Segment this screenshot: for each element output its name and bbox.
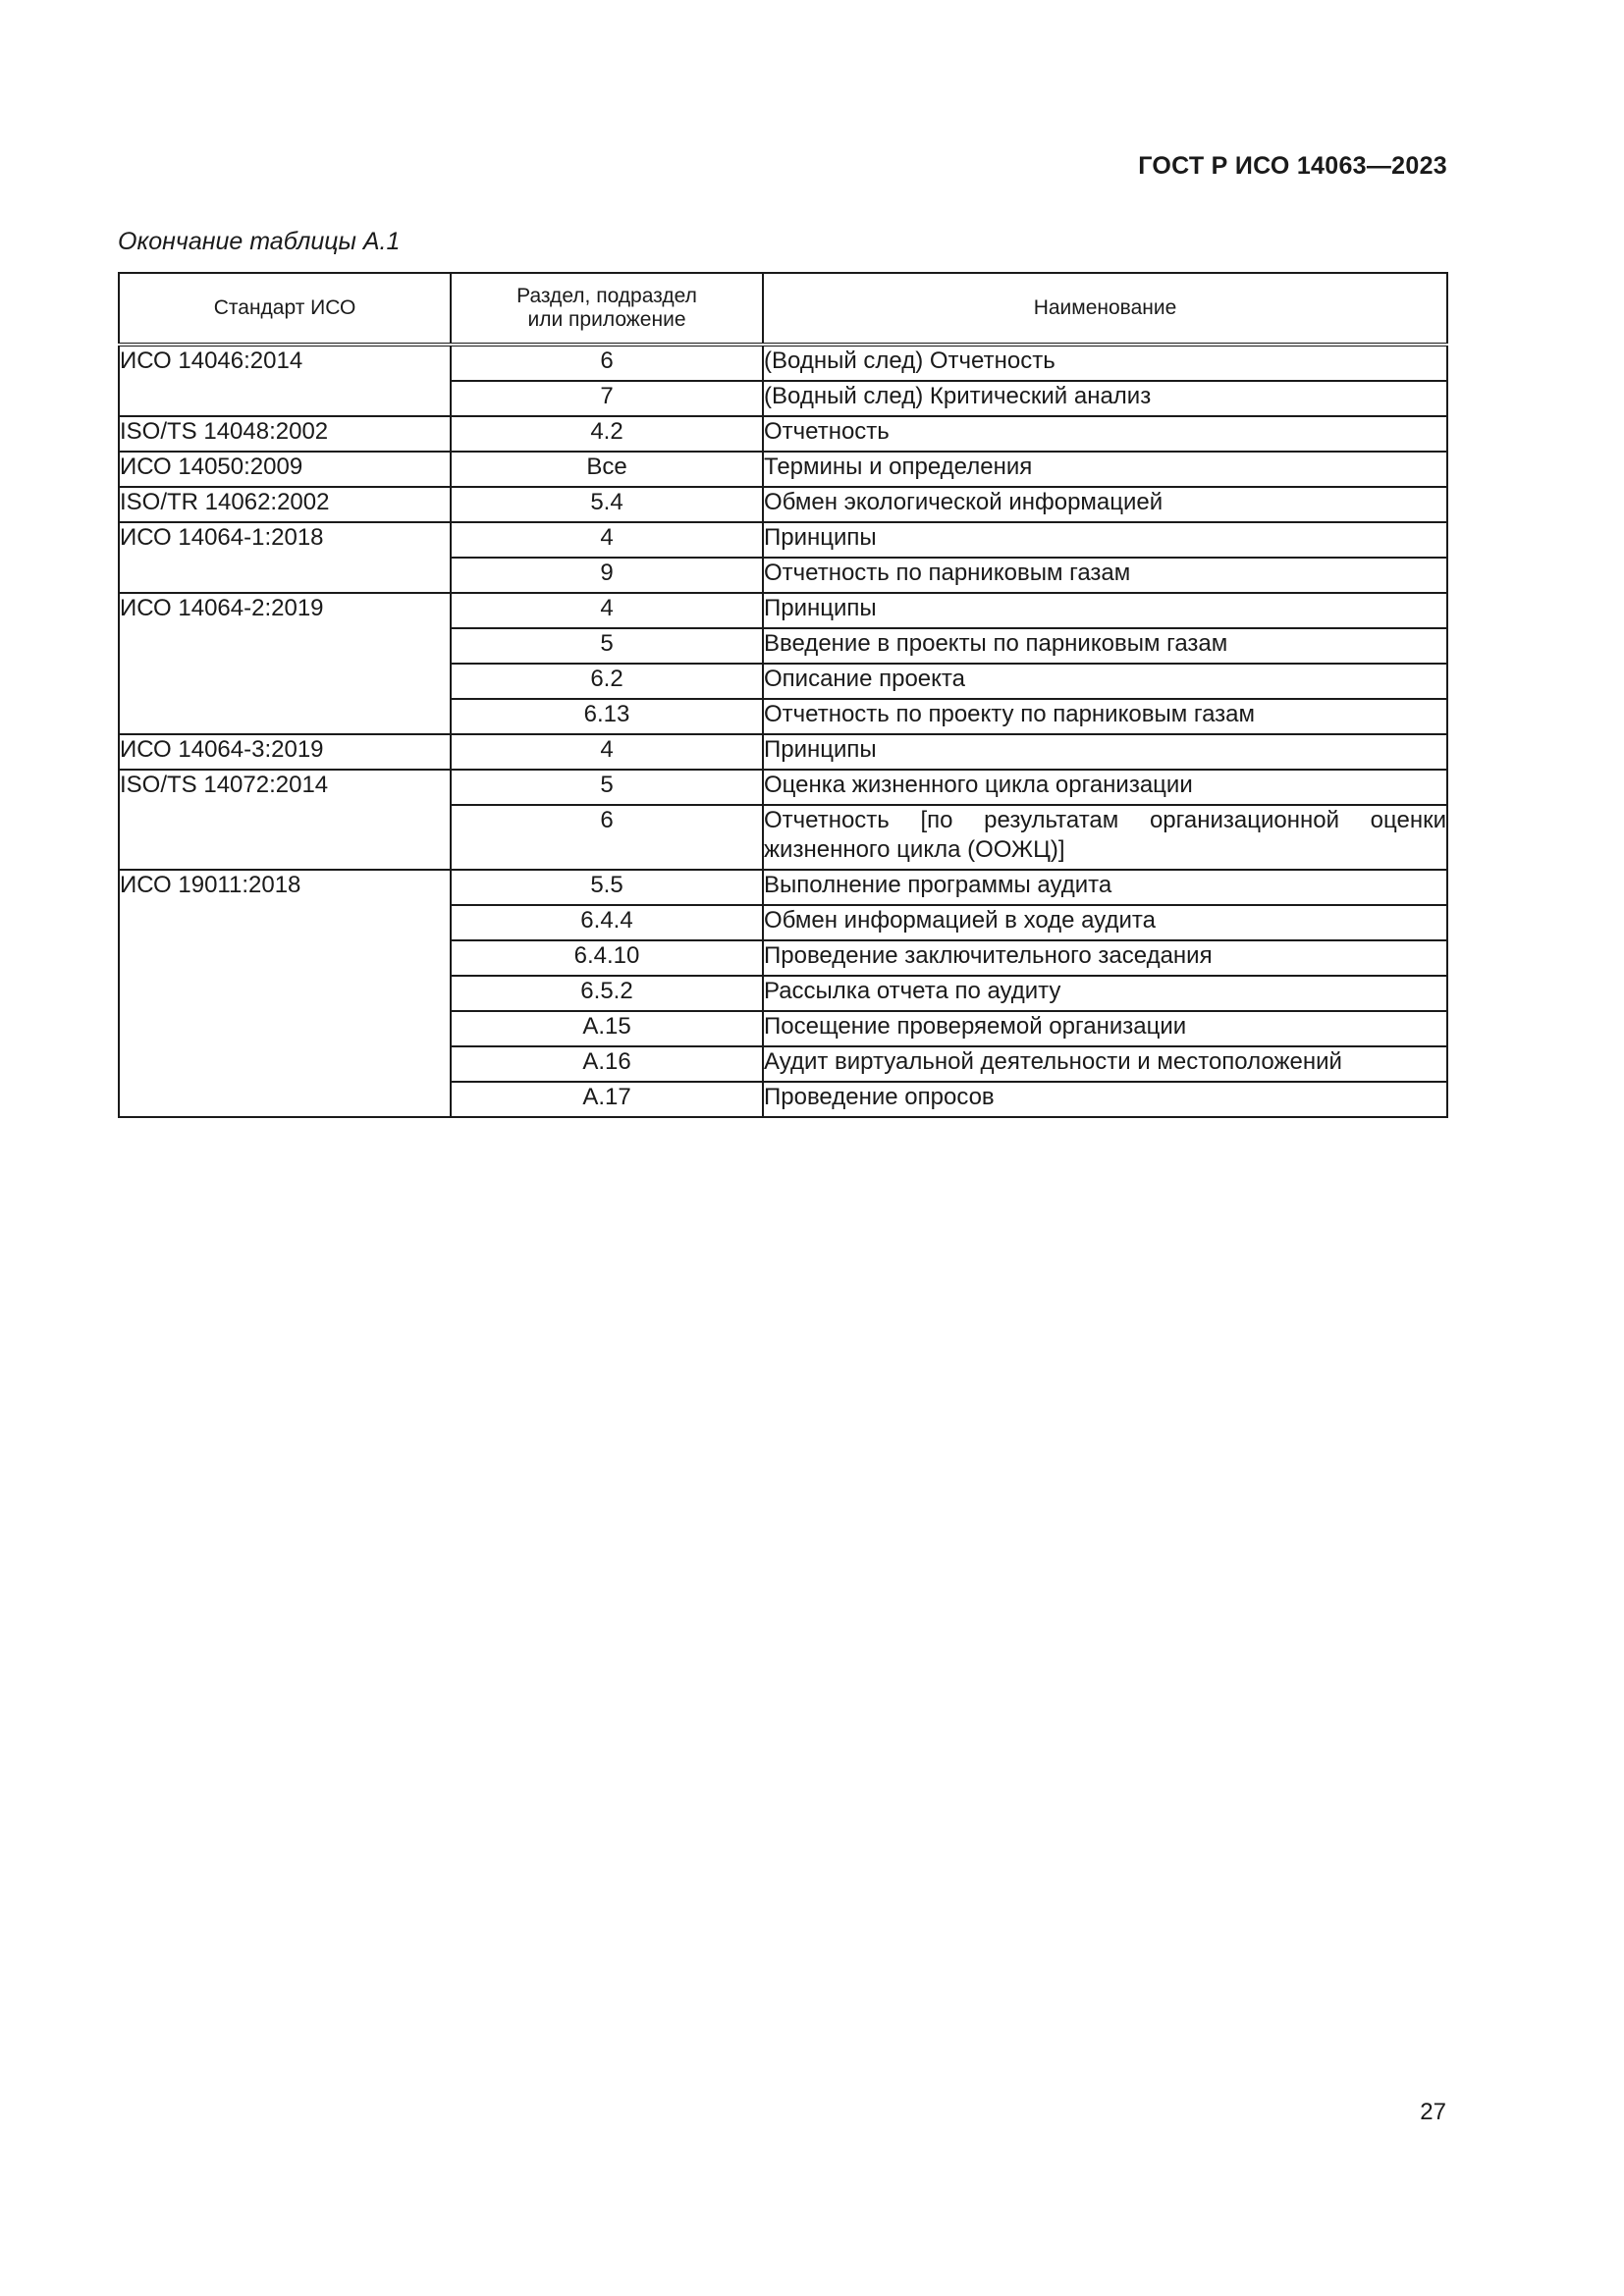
name-cell: Термины и определения bbox=[763, 452, 1447, 487]
name-cell: Оценка жизненного цикла организации bbox=[763, 770, 1447, 805]
name-cell: Обмен информацией в ходе аудита bbox=[763, 905, 1447, 940]
section-cell: 5.4 bbox=[451, 487, 763, 522]
section-cell: 6.13 bbox=[451, 699, 763, 734]
name-cell: Выполнение программы аудита bbox=[763, 870, 1447, 905]
table-row bbox=[119, 870, 1447, 905]
section-cell: 7 bbox=[451, 381, 763, 416]
name-cell: Проведение опросов bbox=[763, 1082, 1447, 1117]
name-cell: Обмен экологической информацией bbox=[763, 487, 1447, 522]
column-header-section bbox=[451, 273, 763, 345]
name-cell: (Водный след) Критический анализ bbox=[763, 381, 1447, 416]
column-header-section-line1: Раздел, подраздел bbox=[516, 285, 697, 307]
name-cell: Аудит виртуальной деятельности и местоположений bbox=[763, 1046, 1447, 1082]
standard-cell: ИСО 14046:2014 bbox=[119, 345, 451, 416]
name-cell: Рассылка отчета по аудиту bbox=[763, 976, 1447, 1011]
reference-table bbox=[118, 272, 1448, 1118]
standard-cell: ИСО 14064-1:2018 bbox=[119, 522, 451, 593]
section-cell: 6.4.10 bbox=[451, 940, 763, 976]
table-row bbox=[119, 345, 1447, 381]
name-cell: Принципы bbox=[763, 734, 1447, 770]
section-cell: 4 bbox=[451, 734, 763, 770]
table-row bbox=[119, 770, 1447, 805]
standard-cell: ISO/TS 14072:2014 bbox=[119, 770, 451, 870]
section-cell: 4 bbox=[451, 593, 763, 628]
name-cell: Посещение проверяемой организации bbox=[763, 1011, 1447, 1046]
section-cell: A.16 bbox=[451, 1046, 763, 1082]
column-header-section-line2: или приложение bbox=[527, 308, 686, 331]
name-cell: Описание проекта bbox=[763, 664, 1447, 699]
table-row bbox=[119, 522, 1447, 558]
table-caption: Окончание таблицы А.1 bbox=[118, 228, 401, 255]
standard-cell: ISO/TR 14062:2002 bbox=[119, 487, 451, 522]
name-cell: Принципы bbox=[763, 593, 1447, 628]
page-number: 27 bbox=[1420, 2099, 1446, 2125]
standard-cell: ISO/TS 14048:2002 bbox=[119, 416, 451, 452]
name-cell: Введение в проекты по парниковым газам bbox=[763, 628, 1447, 664]
document-header: ГОСТ Р ИСО 14063—2023 bbox=[1138, 152, 1447, 180]
table-row bbox=[119, 487, 1447, 522]
name-cell: Отчетность bbox=[763, 416, 1447, 452]
column-header-name: Наименование bbox=[763, 273, 1447, 345]
section-cell: A.17 bbox=[451, 1082, 763, 1117]
section-cell: 9 bbox=[451, 558, 763, 593]
section-cell: 5 bbox=[451, 770, 763, 805]
table-row bbox=[119, 593, 1447, 628]
column-header-standard: Стандарт ИСО bbox=[119, 273, 451, 345]
section-cell: 4 bbox=[451, 522, 763, 558]
standard-cell: ИСО 14064-3:2019 bbox=[119, 734, 451, 770]
table-row bbox=[119, 734, 1447, 770]
section-cell: 6.4.4 bbox=[451, 905, 763, 940]
name-cell: Отчетность [по результатам организационной оценки жизненного цикла (ООЖЦ)] bbox=[763, 805, 1447, 870]
section-cell: 4.2 bbox=[451, 416, 763, 452]
name-cell: (Водный след) Отчетность bbox=[763, 345, 1447, 381]
section-cell: 5 bbox=[451, 628, 763, 664]
name-cell: Отчетность по парниковым газам bbox=[763, 558, 1447, 593]
section-cell: A.15 bbox=[451, 1011, 763, 1046]
name-cell: Проведение заключительного заседания bbox=[763, 940, 1447, 976]
standard-cell: ИСО 19011:2018 bbox=[119, 870, 451, 1117]
table-row bbox=[119, 452, 1447, 487]
section-cell: 6 bbox=[451, 345, 763, 381]
section-cell: Все bbox=[451, 452, 763, 487]
section-cell: 5.5 bbox=[451, 870, 763, 905]
name-cell: Принципы bbox=[763, 522, 1447, 558]
name-cell: Отчетность по проекту по парниковым газам bbox=[763, 699, 1447, 734]
section-cell: 6.5.2 bbox=[451, 976, 763, 1011]
table-row bbox=[119, 416, 1447, 452]
section-cell: 6 bbox=[451, 805, 763, 870]
standard-cell: ИСО 14050:2009 bbox=[119, 452, 451, 487]
standard-cell: ИСО 14064-2:2019 bbox=[119, 593, 451, 734]
section-cell: 6.2 bbox=[451, 664, 763, 699]
